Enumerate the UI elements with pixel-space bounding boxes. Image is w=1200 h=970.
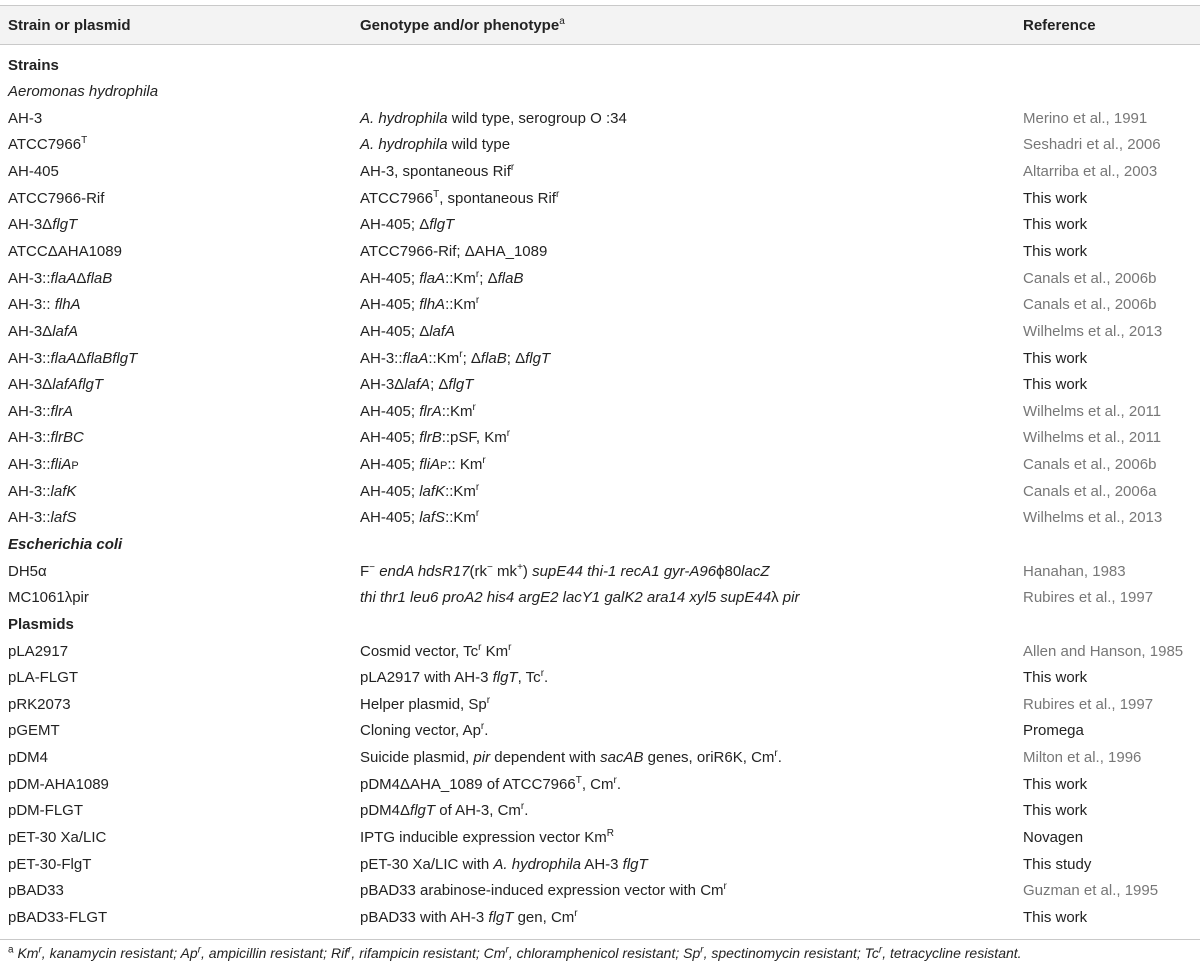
organism-label: Escherichia coli [8,536,123,553]
reference-cell: Canals et al., 2006a [1023,483,1157,500]
table-row [0,718,1200,745]
genotype-cell: pLA2917 with AH-3 flgT, Tc$^r$. [360,668,549,686]
table-row [0,452,1200,479]
genotype-cell: pET-30 Xa/LIC with A. hydrophila AH-3 flgT [360,856,648,873]
genotype-cell: pBAD33 arabinose-induced expression vector with Cm$^r$ [360,881,727,899]
plasmid-name: pDM4 [8,749,49,766]
genotype-cell: IPTG inducible expression vector $Km^R$ [360,828,615,846]
plasmid-name: pET-30-FlgT [8,856,92,873]
table-row [0,479,1200,506]
reference-cell: Guzman et al., 1995 [1023,882,1159,899]
table-row [0,266,1200,293]
genotype-cell: thi thr1 leu6 proA2 his4 argE2 lacY1 galK2 ara14 xyl5 supE44λ pir [360,589,800,606]
header-genotype: Genotype and/or phenotype$^a$ [360,16,565,34]
section-label: Plasmids [8,616,74,633]
plasmid-name: pET-30 Xa/LIC [8,829,107,846]
table-row [0,186,1200,213]
genotype-cell: Helper plasmid, Sp$^r$ [360,695,491,713]
table-row [0,852,1200,879]
strain-name: AH-3::flaAΔflaBflgT [8,350,138,367]
plasmid-name: pDM-AHA1089 [8,776,109,793]
genotype-cell: AH-405; lafK::Km$^r$ [360,482,480,500]
reference-cell: This work [1023,350,1088,367]
table-row [0,292,1200,319]
genotype-cell: pBAD33 with AH-3 flgT gen, Cm$^r$ [360,908,578,926]
organism-label: Aeromonas hydrophila [8,83,159,100]
table-row [0,639,1200,666]
table-row [0,905,1200,932]
genotype-cell: $ATCC7966^T$, spontaneous Rif$^r$ [360,189,560,207]
table-row [0,132,1200,159]
table-row [0,372,1200,399]
plasmid-name: pLA2917 [8,643,69,660]
reference-cell: Altarriba et al., 2003 [1023,163,1158,180]
table-row [0,878,1200,905]
reference-cell: Canals et al., 2006b [1023,270,1157,287]
strain-name: AH-3 [8,110,43,127]
reference-cell: Promega [1023,722,1084,739]
genotype-cell: Suicide plasmid, pir dependent with sacAB genes, oriR6K, Cm$^r$. [360,748,782,766]
reference-cell: This work [1023,376,1088,393]
organism-row-aeromonas [0,79,1200,106]
table-row [0,346,1200,373]
plasmid-name: pBAD33-FLGT [8,909,108,926]
organism-row-ecoli [0,532,1200,559]
genotype-cell: Cosmid vector, Tc$^r$ Km$^r$ [360,642,512,660]
table-row [0,106,1200,133]
genotype-cell: AH-3::flaA::Km$^r$; ΔflaB; ΔflgT [360,349,551,367]
genotype-cell: AH-3ΔlafA; ΔflgT [360,376,474,393]
reference-cell: Hanahan, 1983 [1023,563,1126,580]
table-row [0,159,1200,186]
genotype-cell: pDM4ΔAHA_1089 of $ATCC7966^T$, Cm$^r$. [360,775,621,793]
strain-name: ATCC7966-Rif [8,190,105,207]
strain-name: AH-3::flrA [8,403,74,420]
genotype-cell: A. hydrophila wild type [360,136,511,153]
genotype-cell: AH-3, spontaneous Rif$^r$ [360,162,515,180]
strain-name: AH-3::lafS [8,509,77,526]
strain-name: $ATCC7966^T$ [8,135,88,153]
table-row [0,425,1200,452]
plasmid-name: pRK2073 [8,696,71,713]
strain-name: AH-3::flaAΔflaB [8,270,113,287]
table-row [0,692,1200,719]
plasmid-name: pDM-FLGT [8,802,83,819]
reference-cell: Wilhelms et al., 2011 [1023,429,1162,446]
table-row [0,665,1200,692]
genotype-cell: A. hydrophila wild type, serogroup O :34 [360,110,627,127]
plasmid-name: pGEMT [8,722,60,739]
strain-name: AH-3ΔlafAflgT [8,376,104,393]
reference-cell: This work [1023,190,1088,207]
table-row [0,585,1200,612]
reference-cell: Wilhelms et al., 2011 [1023,403,1162,420]
strain-name: AH-3ΔflgT [8,216,78,233]
table-row [0,319,1200,346]
reference-cell: Canals et al., 2006b [1023,296,1157,313]
strain-name: ATCCΔAHA1089 [8,243,122,260]
genotype-cell: F− endA hdsR17(rk− mk+) supE44 thi-1 recA1 gyr-A96ϕ80lacZ [360,562,770,580]
table-row [0,772,1200,799]
genotype-cell: AH-405; flrB::pSF, Km$^r$ [360,428,511,446]
table-row [0,239,1200,266]
genotype-cell: AH-405; flhA::Km$^r$ [360,295,480,313]
reference-cell: This study [1023,856,1092,873]
reference-cell: This work [1023,669,1088,686]
reference-cell: Merino et al., 1991 [1023,110,1148,127]
section-label: Strains [8,57,59,74]
strain-name: MC1061λpir [8,589,89,606]
strain-name: AH-3::fliAP [8,456,79,473]
table-row [0,559,1200,586]
reference-cell: This work [1023,776,1088,793]
header-reference: Reference [1023,17,1096,34]
reference-cell: This work [1023,216,1088,233]
table-header [0,5,1200,45]
plasmid-name: pLA-FLGT [8,669,79,686]
reference-cell: Seshadri et al., 2006 [1023,136,1161,153]
genotype-cell: pDM4ΔflgT of AH-3, Cm$^r$. [360,801,529,819]
strain-name: AH-3:: flhA [8,296,81,313]
table-row [0,825,1200,852]
reference-cell: Allen and Hanson, 1985 [1023,643,1184,660]
genotype-cell: AH-405; fliAP:: Km$^r$ [360,455,486,473]
table-row [0,745,1200,772]
genotype-cell: AH-405; lafS::Km$^r$ [360,508,480,526]
section-row-strains [0,53,1200,80]
table-row [0,798,1200,825]
genotype-cell: AH-405; flaA::Km$^r$; ΔflaB [360,269,524,287]
reference-cell: Rubires et al., 1997 [1023,589,1154,606]
strain-name: DH5α [8,563,47,580]
table-row [0,399,1200,426]
table-bottom-rule [0,939,1200,940]
strain-name: AH-405 [8,163,59,180]
genotype-cell: Cloning vector, Ap$^r$. [360,721,489,739]
reference-cell: This work [1023,243,1088,260]
section-row-plasmids [0,612,1200,639]
strain-name: AH-3ΔlafA [8,323,79,340]
genotype-cell: ATCC7966-Rif; ΔAHA_1089 [360,243,548,260]
header-strain-or-plasmid: Strain or plasmid [8,17,131,34]
table-footnote: $^a$ Km$^r$, kanamycin resistant; Ap$^r$, ampicillin resistant; Rif$^r$, rifampicin resistant; Cm$^r$, chloramphenicol resistant; Sp$^r$, spectinomycin resistant; Tc$^r$, tetracycline resistant. [8,944,1022,961]
reference-cell: Novagen [1023,829,1084,846]
reference-cell: Wilhelms et al., 2013 [1023,323,1163,340]
genotype-cell: AH-405; flrA::Km$^r$ [360,402,476,420]
table-row [0,505,1200,532]
reference-cell: Wilhelms et al., 2013 [1023,509,1163,526]
reference-cell: This work [1023,802,1088,819]
plasmid-name: pBAD33 [8,882,64,899]
strain-name: AH-3::lafK [8,483,77,500]
reference-cell: Canals et al., 2006b [1023,456,1157,473]
reference-cell: Rubires et al., 1997 [1023,696,1154,713]
strain-name: AH-3::flrBC [8,429,84,446]
genotype-cell: AH-405; ΔflgT [360,216,455,233]
genotype-cell: AH-405; ΔlafA [360,323,456,340]
reference-cell: This work [1023,909,1088,926]
reference-cell: Milton et al., 1996 [1023,749,1142,766]
table-row [0,212,1200,239]
